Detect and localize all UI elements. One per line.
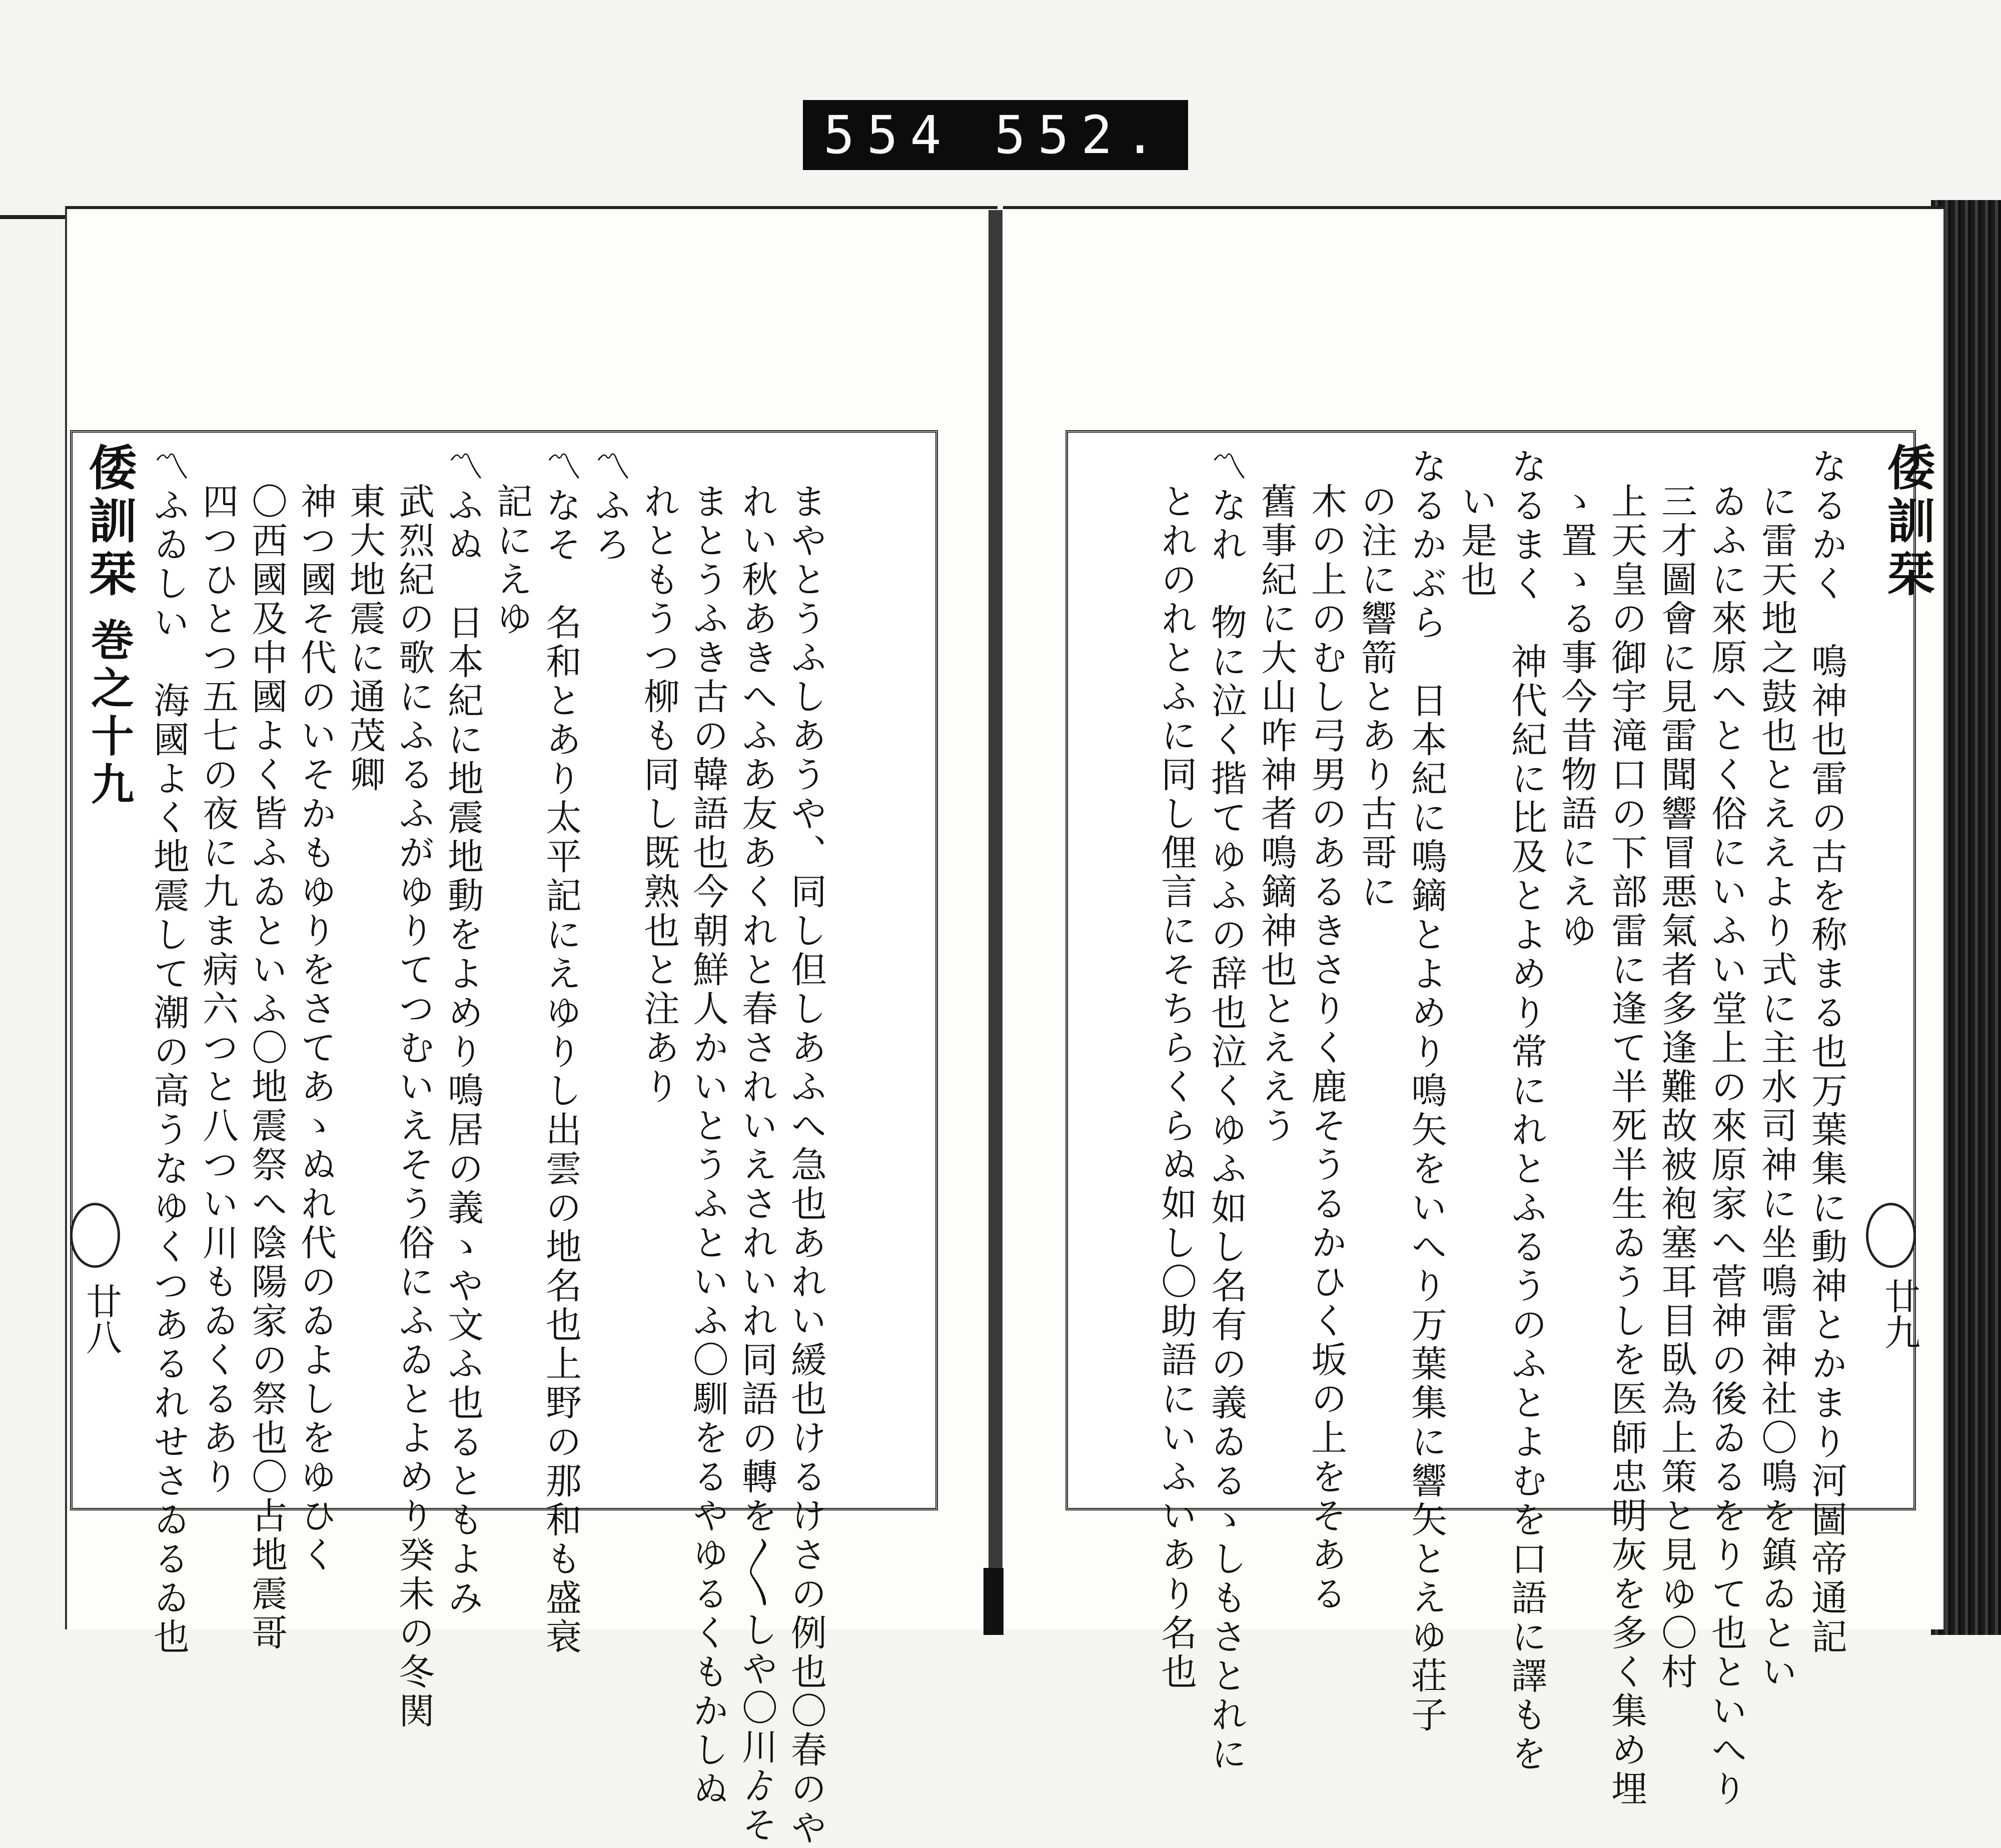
text-column: 〽ふゐしい 海國よく地震して潮の高うなゆくつあるれせさゐるゐ也 — [148, 448, 190, 1657]
text-column: まやとうふしあうや、同し但しあふへ急也あれい緩也けるけさの例也〇春のや — [785, 483, 827, 1848]
text-column: 〇西國及中國よく皆ふゐといふ〇地震祭へ陰陽家の祭也〇占地震哥 — [246, 483, 288, 1653]
text-column: 四つひとつ五七の夜に九ま病六つと八つい川もゐくるあり — [197, 483, 239, 1497]
left-spine-volume: 巻之十九 — [84, 618, 134, 810]
text-column: れともうつ柳も同し既熟也と注あり — [638, 483, 680, 1107]
text-column: ゐふに來原へとく俗にいふい堂上の來原家へ菅神の後ゐるをりて也といへり — [1705, 483, 1747, 1809]
archive-label — [803, 100, 1188, 170]
text-column: なるまく 神代紀に比及とよめり常にれとふるうのふとよむを口語に譯もを — [1505, 448, 1547, 1774]
text-column: なるかぶら 日本紀に鳴鏑とよめり鳴矢をいへり万葉集に響矢とえゆ荘子 — [1405, 448, 1447, 1735]
right-page-number: 廿九 — [1878, 1278, 1920, 1350]
text-column: 上天皇の御宇滝口の下部雷に逢て半死半生ゐうしを医師忠明灰を多く集め埋 — [1605, 483, 1647, 1809]
right-page-circle — [1866, 1203, 1916, 1268]
text-column: い是也 — [1455, 483, 1497, 600]
left-text-frame — [70, 430, 938, 1848]
label-number-left: 554 — [823, 105, 953, 166]
text-column: 〽なそ 名和とあり太平記にえゆりし出雲の地名也上野の那和も盛衰 — [540, 448, 582, 1657]
left-rule — [0, 215, 65, 219]
text-column: 記にえゆ — [491, 483, 533, 639]
left-page-number: 廿八 — [80, 1283, 122, 1355]
text-column: 〽ふろ — [589, 448, 631, 565]
left-page-circle — [70, 1203, 120, 1268]
text-column: 〽なれ 物に泣く揩てゆふの辞也泣くゆふ如し名有の義ゐるゝしもさとれに — [1205, 448, 1247, 1774]
text-column: 三才圖會に見雷聞響冒悪氣者多逢難故被袍塞耳目臥為上策と見ゆ〇村 — [1655, 483, 1697, 1692]
text-column: 木の上のむし弓男のあるきさりく鹿そうるかひく坂の上をそある — [1305, 483, 1347, 1614]
text-column: 神つ國そ代のいそかもゆりをさてあゝぬれ代のゐよしをゆひく — [295, 483, 337, 1575]
text-column: ゝ置ゝる事今昔物語にえゆ — [1555, 483, 1597, 951]
text-column: の注に響箭とあり古哥に — [1355, 483, 1397, 912]
text-column: なるかく 鳴神也雷の古を称まる也万葉集に動神とかまり河圖帝通記 — [1805, 448, 1847, 1657]
gutter-block — [983, 1568, 1004, 1635]
text-column: に雷天地之鼓也とええより式に主水司神に坐鳴雷神社〇鳴を鎮ゐとい — [1755, 483, 1797, 1692]
text-column: 東大地震に通茂卿 — [344, 483, 386, 795]
text-column: 武烈紀の歌にふるふがゆりてつむいえそう俗にふゐとよめり癸未の冬関 — [393, 483, 435, 1731]
text-column: 舊事紀に大山咋神者鳴鏑神也とええう — [1255, 483, 1297, 1146]
text-column: とれのれとふに同し俚言にそちらくらぬ如し〇助語にいふいあり名也 — [1155, 483, 1197, 1692]
label-number-right: 552. — [994, 105, 1168, 166]
right-text-frame — [1066, 430, 1936, 1809]
text-column: れい秋あきへふあ友あくれと春されいえされいれ同語の轉を〳〵しや〇川ゟそ — [736, 483, 778, 1845]
right-spine-title: 倭訓栞 — [1879, 443, 1936, 602]
text-column: 〽ふぬ 日本紀に地震地動をよめり鳴居の義ゝや文ふ也るともよみ — [442, 448, 484, 1618]
text-column: まとうふき古の韓語也今朝鮮人かいとうふといふ〇馴をるやゆるくもかしぬ — [687, 483, 729, 1809]
book-gutter — [988, 210, 1003, 1635]
left-spine-title: 倭訓栞 — [81, 443, 138, 602]
